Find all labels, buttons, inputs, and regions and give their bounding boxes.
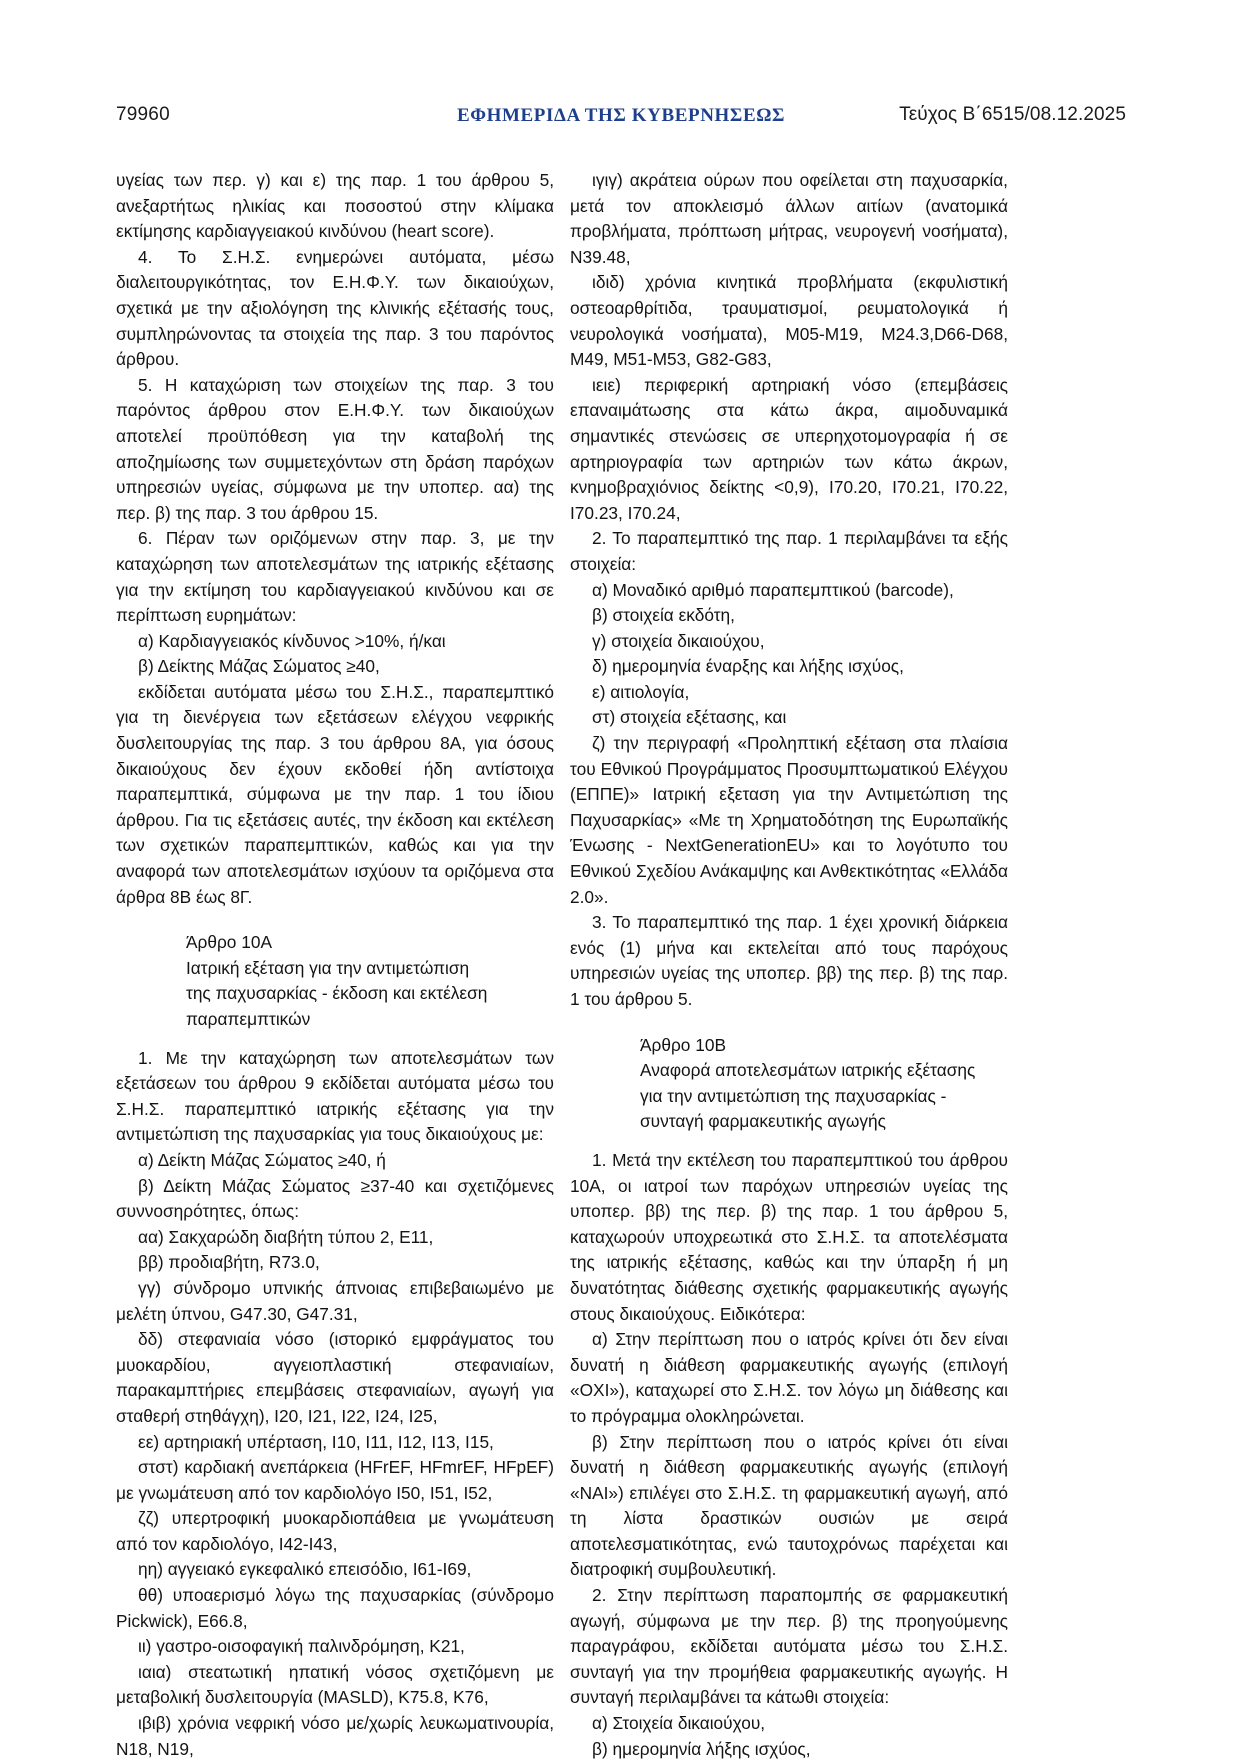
article-title-line: Αναφορά αποτελεσμάτων ιατρικής εξέτασης <box>640 1060 976 1081</box>
paragraph: εε) αρτηριακή υπέρταση, I10, I11, I12, I13, I15, <box>138 1431 494 1452</box>
paragraph: α) Στην περίπτωση που ο ιατρός κρίνει ότι δεν είναι δυνατή η διάθεση φαρμακευτικής αγωγής (επιλογή «ΟΧΙ»), καταχωρεί στο Σ.Η.Σ. τον λόγω μη διάθεσης και το πρόγραμμα ολοκληρώνεται. <box>570 1329 1008 1426</box>
page-number: 79960 <box>116 104 170 125</box>
paragraph: 1. Μετά την εκτέλεση του παραπεμπτικού του άρθρου 10Α, οι ιατροί των παρόχων υπηρεσιών υγείας της υποπερ. ββ) της περ. β) της παρ. 1 του άρθρου 5, καταχωρούν υποχρεωτικά στο Σ.Η.Σ. τα αποτελέσματα της ιατρικής εξέτασης, καθώς και την ύπαρξη ή μη δυνατότητας διάθεσης σχετικής φαρμακευτικής αγωγής στους δικαιούχους. Ειδικότερα: <box>570 1149 1008 1324</box>
paragraph: στ) στοιχεία εξέτασης, και <box>592 707 787 728</box>
paragraph: ιειε) περιφερική αρτηριακή νόσο (επεμβάσεις επαναιμάτωσης στα κάτω άκρα, αιμοδυναμικά σημαντικές στενώσεις σε υπερηχοτομογραφία ή σε αρτηριογραφία των αρτηριών των κάτω άκρων, κνημοβραχιόνιος δείκτης <0,9), I70.20, I70.21, I70.22, I70.23, I70.24, <box>570 374 1008 523</box>
paragraph: στστ) καρδιακή ανεπάρκεια (HFrEF, HFmrEF, HFpEF) με γνωμάτευση από τον καρδιολόγο I50, I51, I52, <box>116 1457 554 1503</box>
paragraph: α) Δείκτη Μάζας Σώματος ≥40, ή <box>138 1149 386 1170</box>
paragraph: θθ) υποαερισμό λόγω της παχυσαρκίας (σύνδρομο Pickwick), Ε66.8, <box>116 1585 554 1631</box>
article-title-line: συνταγή φαρμακευτικής αγωγής <box>640 1111 886 1132</box>
paragraph: β) ημερομηνία λήξης ισχύος, <box>592 1738 811 1759</box>
paragraph: ζζ) υπερτροφική μυοκαρδιοπάθεια με γνωμάτευση από τον καρδιολόγο, I42-I43, <box>116 1508 554 1554</box>
article-number: Άρθρο 10Α <box>186 932 272 953</box>
issue-reference: Τεύχος Β΄6515/08.12.2025 <box>899 104 1126 125</box>
paragraph: 1. Με την καταχώρηση των αποτελεσμάτων των εξετάσεων του άρθρου 9 εκδίδεται αυτόματα μέσω του Σ.Η.Σ. παραπεμπτικό ιατρικής εξέτασης για την αντιμετώπιση της παχυσαρκίας για τους δικαιούχους με: <box>116 1047 554 1145</box>
paragraph: ιγιγ) ακράτεια ούρων που οφείλεται στη παχυσαρκία, μετά τον αποκλεισμό άλλων αιτίων (ανατομικά προβλήματα, πρόπτωση μήτρας, νευρογενή νοσήματα), Ν39.48, <box>570 170 1008 267</box>
article-title-line: παραπεμπτικών <box>186 1009 311 1029</box>
paragraph: 5. Η καταχώριση των στοιχείων της παρ. 3 του παρόντος άρθρου στον Ε.Η.Φ.Υ. των δικαιούχων αποτελεί προϋπόθεση για την καταβολή της αποζημίωσης των συμμετεχόντων στη δράση παρόχων υπηρεσιών υγείας, σύμφωνα με την υποπερ. αα) της περ. β) της παρ. 3 του άρθρου 15. <box>116 374 554 523</box>
paragraph: ηη) αγγειακό εγκεφαλικό επεισόδιο, I61-I69, <box>138 1559 472 1580</box>
paragraph: ζ) την περιγραφή «Προληπτική εξέταση στα πλαίσια του Εθνικού Προγράμματος Προσυμπτωματικού Ελέγχου (ΕΠΠΕ)» Ιατρική εξεταση για την Αντιμετώπιση της Παχυσαρκίας» «Με τη Χρηματοδότηση της Ευρωπαϊκής Ένωσης - NextGenerationEU» και το λογότυπο του Εθνικού Σχεδίου Ανάκαμψης και Ανθεκτικότητας «Ελλάδα 2.0». <box>570 733 1008 907</box>
page-header <box>116 104 1126 130</box>
article-heading-10a <box>116 930 554 1032</box>
gazette-title: ΕΦΗΜΕΡΙΔΑ ΤΗΣ ΚΥΒΕΡΝΗΣΕΩΣ <box>456 105 786 126</box>
paragraph: ιδιδ) χρόνια κινητικά προβλήματα (εκφυλιστική οστεοαρθρίτιδα, τραυματισμοί, ρευματολογικά ή νευρολογικά νοσήματα), Μ05-Μ19, Μ24.3,D66-D68, Μ49, Μ51-Μ53, G82-G83, <box>570 272 1008 370</box>
paragraph: ββ) προδιαβήτη, R73.0, <box>138 1252 320 1273</box>
paragraph: α) Στοιχεία δικαιούχου, <box>592 1713 766 1734</box>
article-title-line: για την αντιμετώπιση της παχυσαρκίας - <box>640 1085 947 1106</box>
paragraph: ιι) γαστρο-οισοφαγική παλινδρόμηση, Κ21, <box>138 1636 465 1657</box>
paragraph: δδ) στεφανιαία νόσο (ιστορικό εμφράγματος του μυοκαρδίου, αγγειοπλαστική στεφανιαίων, παρακαμπτήριες επεμβάσεις στεφανιαίων, αγωγή για σταθερή στηθάγχη), I20, I21, I22, I24, I25, <box>116 1329 554 1426</box>
paragraph: α) Μοναδικό αριθμό παραπεμπτικού (barcode), <box>592 579 954 600</box>
paragraph: 2. Στην περίπτωση παραπομπής σε φαρμακευτική αγωγή, σύμφωνα με την περ. β) της προηγούμενης παραγράφου, εκδίδεται αυτόματα μέσω του Σ.Η.Σ. συνταγή για την προμήθεια φαρμακευτικής αγωγής. Η συνταγή περιλαμβάνει τα κάτωθι στοιχεία: <box>570 1585 1008 1708</box>
paragraph: ιαια) στεατωτική ηπατική νόσος σχετιζόμενη με μεταβολική δυσλειτουργία (MASLD), Κ75.8, Κ76, <box>116 1661 554 1708</box>
left-column <box>116 168 554 1762</box>
paragraph: α) Καρδιαγγειακός κίνδυνος >10%, ή/και <box>138 630 446 651</box>
paragraph: β) Δείκτη Μάζας Σώματος ≥37-40 και σχετιζόμενες συννοσηρότητες, όπως: <box>116 1175 554 1222</box>
paragraph: 2. Το παραπεμπτικό της παρ. 1 περιλαμβάνει τα εξής στοιχεία: <box>570 528 1008 574</box>
paragraph: γγ) σύνδρομο υπνικής άπνοιας επιβεβαιωμένο με μελέτη ύπνου, G47.30, G47.31, <box>116 1277 554 1324</box>
paragraph: β) Δείκτης Μάζας Σώματος ≥40, <box>138 656 380 677</box>
paragraph: β) στοιχεία εκδότη, <box>592 605 735 626</box>
article-title-line: της παχυσαρκίας - έκδοση και εκτέλεση <box>186 983 488 1004</box>
paragraph: δ) ημερομηνία έναρξης και λήξης ισχύος, <box>592 656 904 677</box>
paragraph: 3. Το παραπεμπτικό της παρ. 1 έχει χρονική διάρκεια ενός (1) μήνα και εκτελείται από τους παρόχους υπηρεσιών υγείας της υποπερ. ββ) της περ. β) της παρ. 1 του άρθρου 5. <box>570 912 1008 1009</box>
paragraph: β) Στην περίπτωση που ο ιατρός κρίνει ότι είναι δυνατή η διάθεση φαρμακευτικής αγωγής (επιλογή «ΝΑΙ») επιλέγει στο Σ.Η.Σ. τη φαρμακευτική αγωγή, από τη λίστα δραστικών ουσιών με σειρά αποτελεσματικότητας, ενώ ταυτοχρόνως παρέχεται και διατροφική συμβουλευτική. <box>570 1431 1008 1580</box>
paragraph: γ) στοιχεία δικαιούχου, <box>592 630 765 651</box>
paragraph: ε) αιτιολογία, <box>592 681 690 702</box>
paragraph: αα) Σακχαρώδη διαβήτη τύπου 2, Ε11, <box>138 1226 434 1247</box>
article-title-line: Ιατρική εξέταση για την αντιμετώπιση <box>186 957 470 978</box>
paragraph: εκδίδεται αυτόματα μέσω του Σ.Η.Σ., παραπεμπτικό για τη διενέργεια των εξετάσεων ελέγχου νεφρικής δυσλειτουργίας της παρ. 3 του άρθρου 8Α, για όσους δικαιούχους δεν έχουν εκδοθεί ήδη αντίστοιχα παραπεμπτικά, σύμφωνα με την παρ. 1 του ίδιου άρθρου. Για τις εξετάσεις αυτές, την έκδοση και εκτέλεση των σχετικών παραπεμπτικών, καθώς και για την αναφορά των αποτελεσμάτων ισχύουν τα οριζόμενα στα άρθρα 8Β έως 8Γ. <box>116 681 554 907</box>
paragraph: 6. Πέραν των οριζόμενων στην παρ. 3, με την καταχώρηση των αποτελεσμάτων της ιατρικής εξέτασης για την εκτίμηση του καρδιαγγειακού κινδύνου και σε περίπτωση ευρημάτων: <box>116 528 554 626</box>
right-column <box>570 168 1008 1762</box>
article-heading-10b <box>570 1033 1008 1135</box>
paragraph: υγείας των περ. γ) και ε) της παρ. 1 του άρθρου 5, ανεξαρτήτως ηλικίας και ποσοστού στην κλίμακα εκτίμησης καρδιαγγειακού κινδύνου (heart score). <box>116 170 554 242</box>
article-number: Άρθρο 10Β <box>640 1034 726 1055</box>
paragraph: 4. Το Σ.Η.Σ. ενημερώνει αυτόματα, μέσω διαλειτουργικότητας, τον Ε.Η.Φ.Υ. των δικαιούχων, σχετικά με την αξιολόγηση της κλινικής εξέτασής τους, συμπληρώνοντας τα στοιχεία της παρ. 3 του παρόντος άρθρου. <box>116 246 554 370</box>
paragraph: ιβιβ) χρόνια νεφρική νόσο με/χωρίς λευκωματινουρία, Ν18, Ν19, <box>116 1713 554 1759</box>
